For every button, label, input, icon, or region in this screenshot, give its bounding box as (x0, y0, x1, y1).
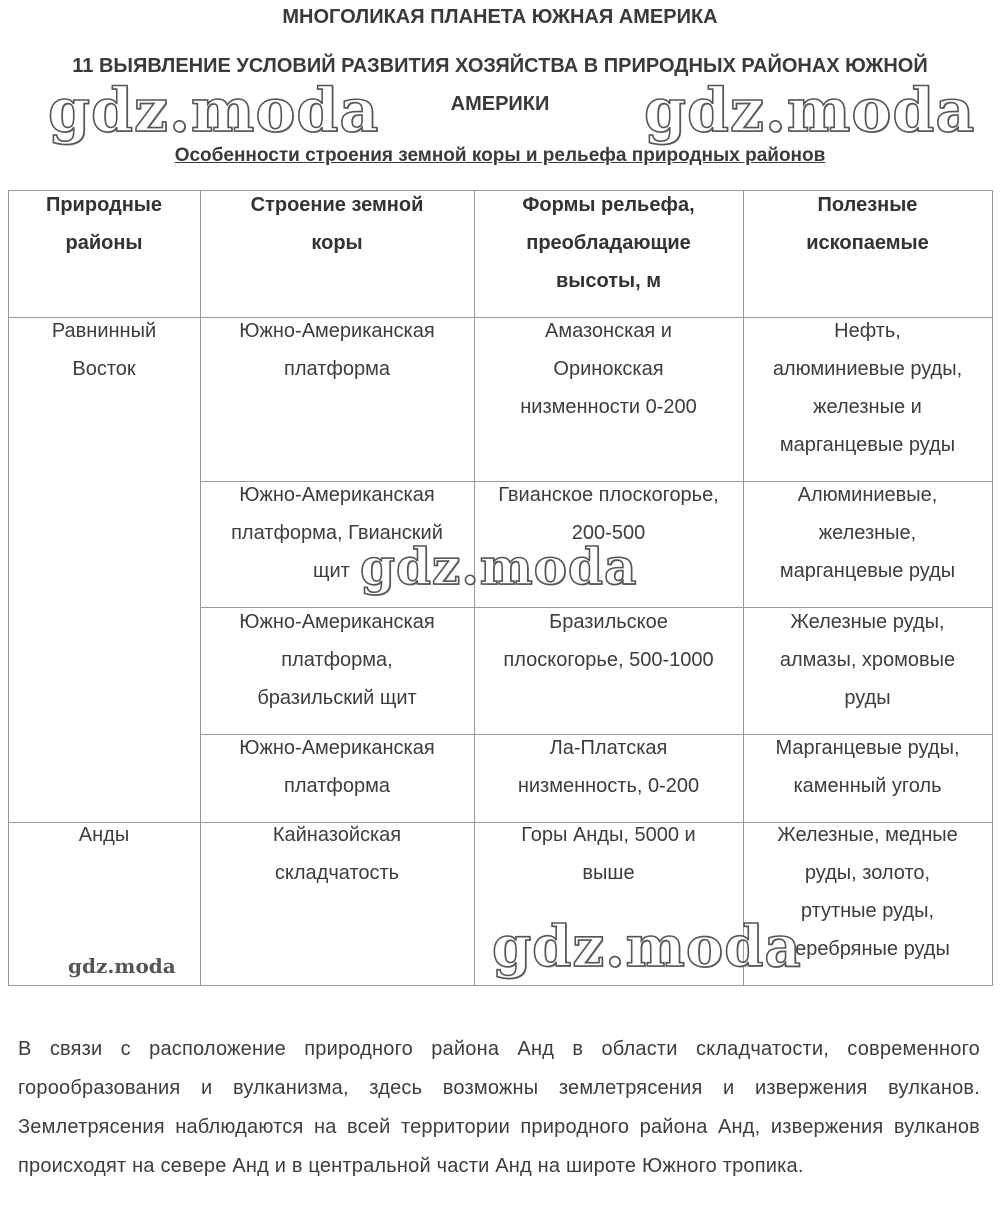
region-eastern-plain (8, 312, 200, 388)
row3-structure-line3: бразильский щит (257, 687, 417, 709)
header-relief (474, 186, 743, 300)
row1-relief (474, 312, 743, 426)
row2-relief-line2: 200-500 (571, 522, 646, 544)
row5-relief-line1: Горы Анды, 5000 и (521, 824, 696, 846)
row5-structure (200, 816, 474, 892)
row1-relief-line3: низменности 0-200 (520, 396, 697, 418)
header-minerals-line2: ископаемые (806, 232, 929, 254)
row1-structure-line2: платформа (284, 358, 390, 380)
row5-minerals (743, 816, 992, 968)
row4-relief-line1: Ла-Платская (549, 737, 668, 759)
lesson-title-line1: 11 ВЫЯВЛЕНИЕ УСЛОВИЙ РАЗВИТИЯ ХОЗЯЙСТВА В ПРИРОДНЫХ РАЙОНАХ ЮЖНОЙ (72, 55, 928, 77)
row1-minerals-line4: марганцевые руды (779, 434, 956, 456)
row3-minerals-line2: алмазы, хромовые (779, 649, 956, 671)
row5-minerals-line2: руды, золото, (804, 862, 931, 884)
row4-structure (200, 729, 474, 805)
row5-relief-line2: выше (582, 862, 635, 884)
header-relief-line3: высоты, м (556, 270, 661, 292)
row5-structure-line1: Кайназойская (272, 824, 402, 846)
watermark-bottom: gdz.moda (492, 914, 802, 980)
row2-relief (474, 476, 743, 552)
row4-structure-line1: Южно-Американская (239, 737, 435, 759)
row3-relief (474, 603, 743, 679)
row1-minerals-line1: Нефть, (834, 320, 901, 342)
row3-relief-line2: плоскогорье, 500-1000 (503, 649, 714, 671)
row2-structure-line2: платформа, Гвианский (231, 522, 443, 544)
row5-minerals-line1: Железные, медные (777, 824, 958, 846)
row4-minerals-line2: каменный уголь (793, 775, 942, 797)
row2-structure-line1: Южно-Американская (239, 484, 435, 506)
lesson-title-line2: АМЕРИКИ (450, 93, 550, 115)
row2-minerals-line3: марганцевые руды (779, 560, 956, 582)
watermark-top-left: gdz.moda (48, 76, 380, 146)
page-title: МНОГОЛИКАЯ ПЛАНЕТА ЮЖНАЯ АМЕРИКА (282, 6, 718, 28)
row5-structure-line2: складчатость (274, 862, 400, 884)
row3-structure (200, 603, 474, 717)
row4-relief (474, 729, 743, 805)
table-subtitle: Особенности строения земной коры и рельефа природных районов (174, 145, 826, 166)
header-regions-line1: Природные (45, 194, 163, 216)
header-regions-line2: районы (65, 232, 143, 254)
row4-minerals (743, 729, 992, 805)
row1-minerals (743, 312, 992, 464)
row2-structure-line3: щит (313, 560, 350, 582)
header-structure (200, 186, 474, 262)
region-eastern-plain-line2: Восток (72, 358, 136, 380)
row1-structure-line1: Южно-Американская (239, 320, 435, 342)
header-minerals (743, 186, 992, 262)
region-andes (8, 816, 200, 854)
row3-minerals-line1: Железные руды, (790, 611, 945, 633)
row3-minerals (743, 603, 992, 717)
table-border-right (992, 190, 993, 986)
row1-minerals-line2: алюминиевые руды, (772, 358, 963, 380)
row1-minerals-line3: железные и (813, 396, 922, 418)
row3-relief-line1: Бразильское (549, 611, 668, 633)
row5-relief (474, 816, 743, 892)
header-relief-line2: преобладающие (526, 232, 691, 254)
header-regions (8, 186, 200, 262)
watermark-small: gdz.moda (68, 954, 176, 978)
header-minerals-line1: Полезные (817, 194, 918, 216)
row2-minerals-line2: железные, (818, 522, 917, 544)
row4-relief-line2: низменность, 0-200 (517, 775, 700, 797)
row5-minerals-line3: ртутные руды, (800, 900, 935, 922)
row3-structure-line1: Южно-Американская (239, 611, 435, 633)
region-eastern-plain-line1: Равнинный (51, 320, 157, 342)
row2-structure (200, 476, 474, 590)
row3-structure-line2: платформа, (281, 649, 393, 671)
row4-structure-line2: платформа (284, 775, 390, 797)
region-andes-line1: Анды (78, 824, 130, 846)
watermark-top-right: gdz.moda (644, 76, 976, 146)
explanation-paragraph: В связи с расположение природного района Анд в области складчатости, современного горообразования и вулканизма, здесь возможны землетрясения и извержения вулканов. Землетрясения наблюдаются на всей территории природного района Анд, извержения вулканов происходят на севере Анд и в центральной части Анд на широте Южного тропика. (18, 1038, 980, 1177)
watermark-middle: gdz.moda (360, 537, 638, 596)
row2-minerals-line1: Алюминиевые, (797, 484, 938, 506)
header-structure-line1: Строение земной (250, 194, 424, 216)
row3-minerals-line3: руды (844, 687, 891, 709)
table-border-left (8, 190, 9, 986)
row2-relief-line1: Гвианское плоскогорье, (498, 484, 719, 506)
header-relief-line1: Формы рельефа, (522, 194, 695, 216)
row2-minerals (743, 476, 992, 590)
row4-minerals-line1: Марганцевые руды, (775, 737, 960, 759)
row1-relief-line2: Оринокская (553, 358, 664, 380)
row5-minerals-line4: серебряные руды (785, 938, 950, 960)
table-border-bottom (8, 985, 993, 986)
header-structure-line2: коры (311, 232, 363, 254)
row1-structure (200, 312, 474, 388)
row1-relief-line1: Амазонская и (545, 320, 672, 342)
